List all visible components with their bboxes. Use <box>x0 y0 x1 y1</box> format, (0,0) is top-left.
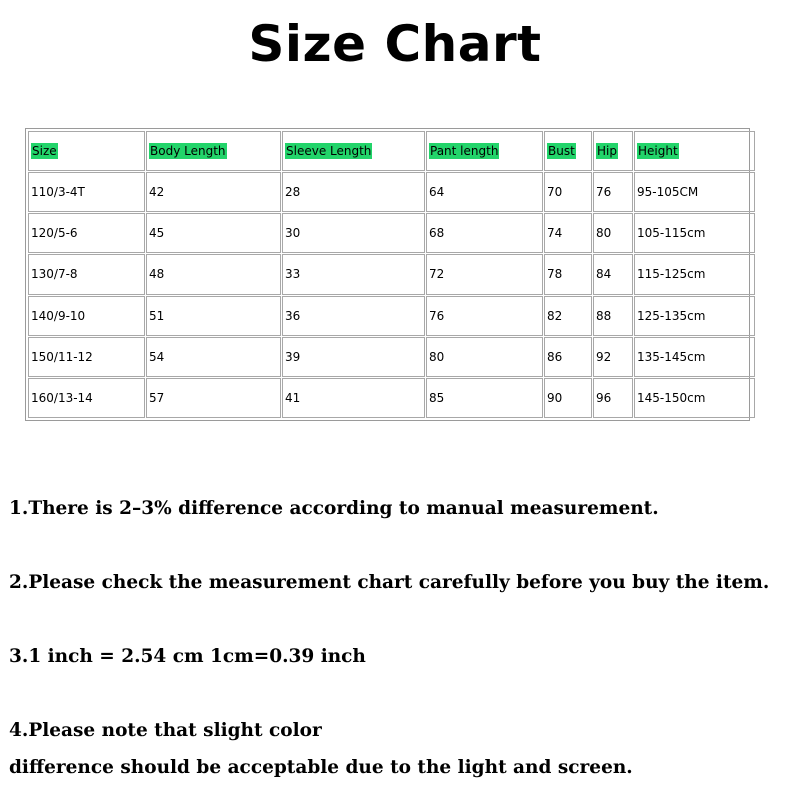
table-row <box>28 172 755 212</box>
cell-size: 140/9-10 <box>28 296 145 336</box>
cell-height: 125-135cm <box>634 296 755 336</box>
cell-size: 150/11-12 <box>28 337 145 377</box>
header-sleeve-length: Sleeve Length <box>282 131 425 171</box>
cell-hip: 92 <box>593 337 633 377</box>
cell-hip: 96 <box>593 378 633 418</box>
note-4: 4.Please note that slight color <box>9 720 322 741</box>
table-header-row <box>28 131 755 171</box>
header-hip: Hip <box>593 131 633 171</box>
cell-size: 120/5-6 <box>28 213 145 253</box>
cell-bust: 78 <box>544 254 592 294</box>
cell-height: 145-150cm <box>634 378 755 418</box>
cell-sleeve-length: 30 <box>282 213 425 253</box>
cell-hip: 76 <box>593 172 633 212</box>
header-bust: Bust <box>544 131 592 171</box>
cell-pant-length: 68 <box>426 213 543 253</box>
note-1: 1.There is 2–3% difference according to manual measurement. <box>9 498 659 519</box>
cell-body-length: 45 <box>146 213 281 253</box>
cell-pant-length: 64 <box>426 172 543 212</box>
cell-bust: 86 <box>544 337 592 377</box>
note-3: 3.1 inch = 2.54 cm 1cm=0.39 inch <box>9 646 366 667</box>
header-pant-length: Pant length <box>426 131 543 171</box>
cell-pant-length: 85 <box>426 378 543 418</box>
cell-bust: 70 <box>544 172 592 212</box>
cell-body-length: 57 <box>146 378 281 418</box>
table-row <box>28 296 755 336</box>
note-4-continued: difference should be acceptable due to the light and screen. <box>9 757 633 778</box>
cell-pant-length: 72 <box>426 254 543 294</box>
cell-bust: 90 <box>544 378 592 418</box>
cell-hip: 88 <box>593 296 633 336</box>
cell-body-length: 48 <box>146 254 281 294</box>
cell-height: 135-145cm <box>634 337 755 377</box>
cell-height: 105-115cm <box>634 213 755 253</box>
cell-height: 95-105CM <box>634 172 755 212</box>
cell-size: 130/7-8 <box>28 254 145 294</box>
cell-hip: 80 <box>593 213 633 253</box>
cell-size: 110/3-4T <box>28 172 145 212</box>
table-row <box>28 337 755 377</box>
cell-pant-length: 80 <box>426 337 543 377</box>
cell-size: 160/13-14 <box>28 378 145 418</box>
cell-sleeve-length: 36 <box>282 296 425 336</box>
note-2: 2.Please check the measurement chart carefully before you buy the item. <box>9 572 770 593</box>
header-size: Size <box>28 131 145 171</box>
table-row <box>28 213 755 253</box>
page-title: Size Chart <box>248 15 542 73</box>
cell-hip: 84 <box>593 254 633 294</box>
cell-body-length: 54 <box>146 337 281 377</box>
size-chart-table <box>25 128 750 421</box>
cell-sleeve-length: 28 <box>282 172 425 212</box>
header-height: Height <box>634 131 755 171</box>
table-row <box>28 378 755 418</box>
cell-sleeve-length: 39 <box>282 337 425 377</box>
cell-body-length: 42 <box>146 172 281 212</box>
cell-sleeve-length: 33 <box>282 254 425 294</box>
header-body-length: Body Length <box>146 131 281 171</box>
cell-pant-length: 76 <box>426 296 543 336</box>
cell-height: 115-125cm <box>634 254 755 294</box>
table-row <box>28 254 755 294</box>
cell-bust: 82 <box>544 296 592 336</box>
cell-sleeve-length: 41 <box>282 378 425 418</box>
cell-bust: 74 <box>544 213 592 253</box>
cell-body-length: 51 <box>146 296 281 336</box>
